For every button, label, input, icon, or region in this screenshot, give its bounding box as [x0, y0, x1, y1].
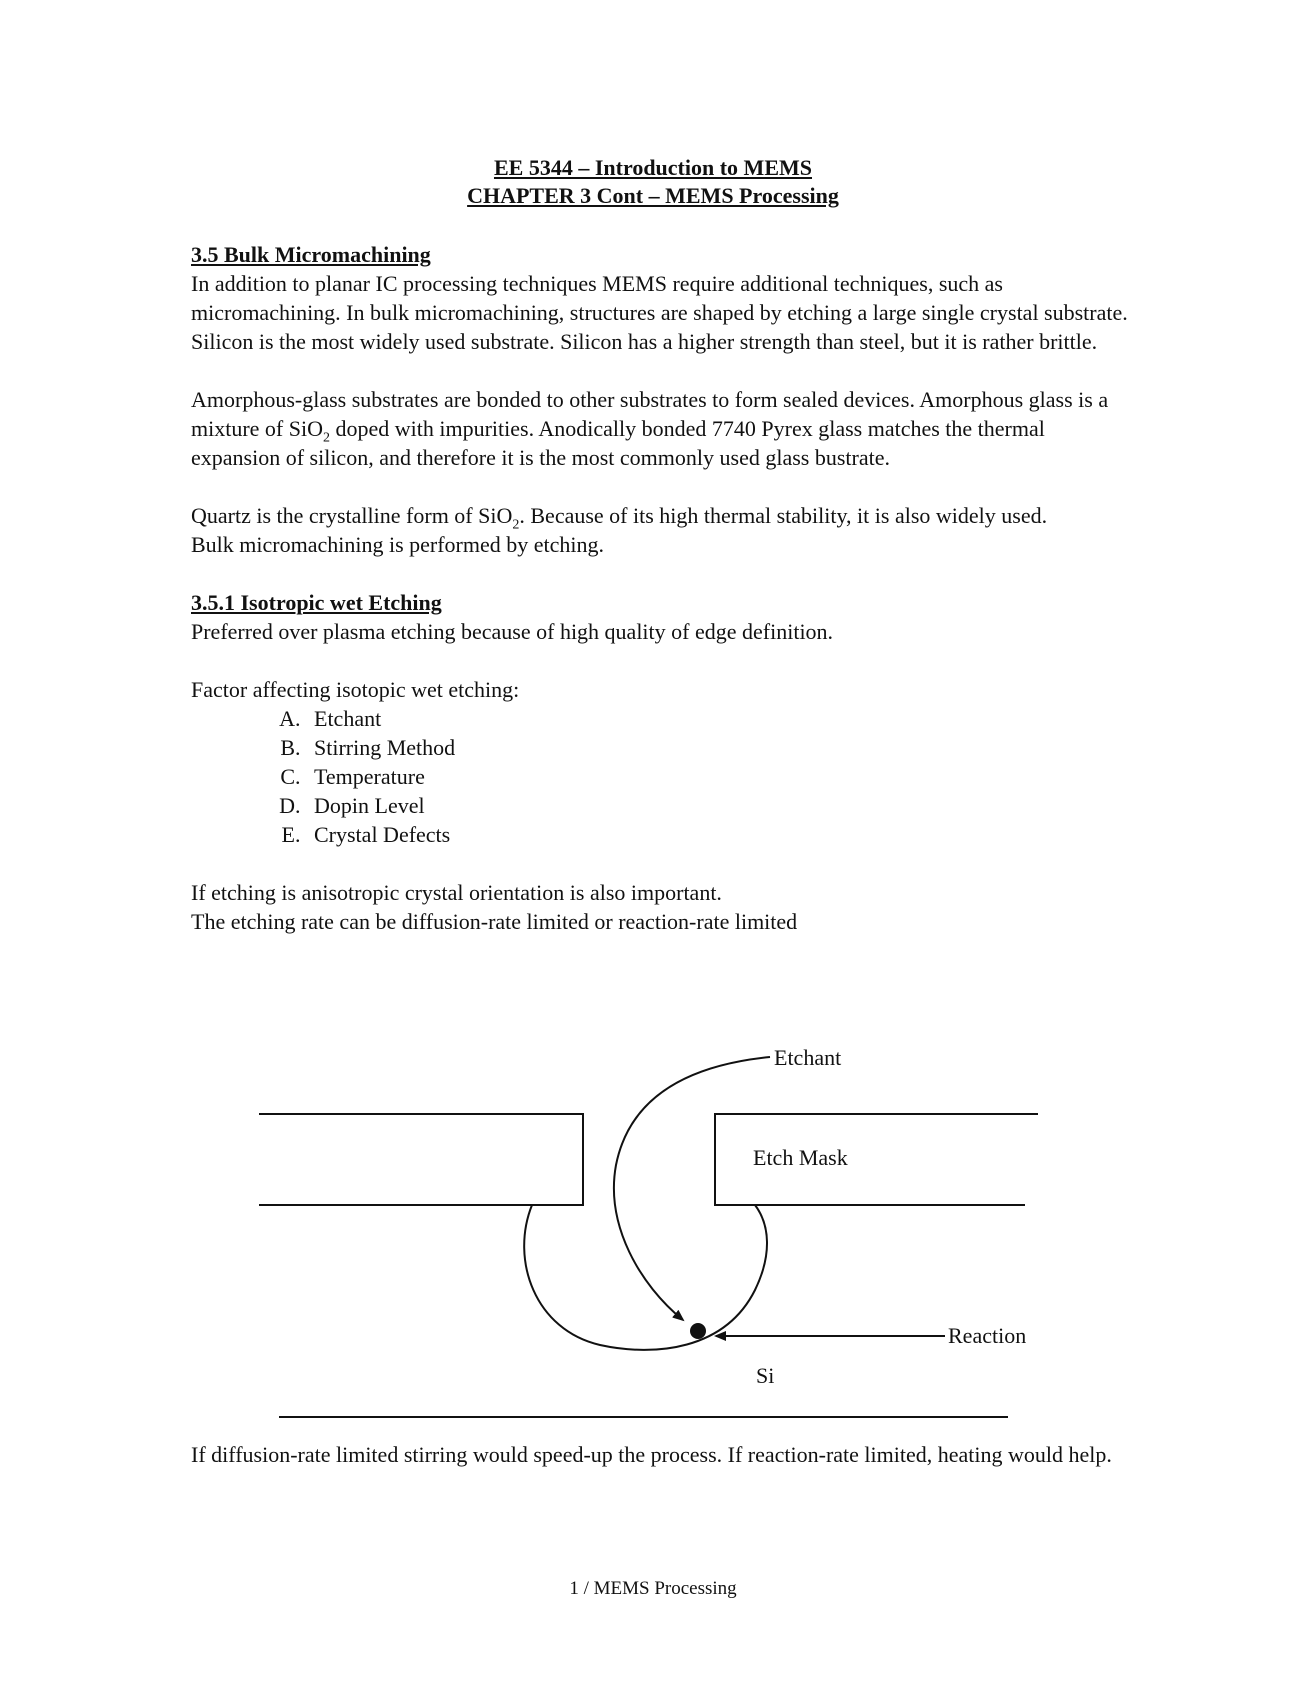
section-heading-3-5-1: 3.5.1 Isotropic wet Etching [191, 590, 442, 615]
section-heading-3-5: 3.5 Bulk Micromachining [191, 242, 431, 267]
paragraph-anisotropic: If etching is anisotropic crystal orientation is also important. [191, 880, 722, 905]
paragraph-etching-note: Bulk micromachining is performed by etching. [191, 532, 605, 557]
reaction-site-dot [690, 1323, 706, 1339]
page-footer: 1 / MEMS Processing [569, 1578, 737, 1599]
factors-intro: Factor affecting isotopic wet etching: [191, 677, 520, 702]
main-content [191, 240, 1131, 936]
list-item: C. Temperature [306, 762, 1131, 791]
label-si: Si [756, 1363, 775, 1388]
paragraph-preferred: Preferred over plasma etching because of high quality of edge definition. [191, 619, 834, 644]
subscript-2: 2 [323, 430, 330, 446]
etchant-arrow [614, 1057, 770, 1320]
conclusion-paragraph: If diffusion-rate limited stirring would speed-up the process. If reaction-rate limited, heating would help. [191, 1442, 1112, 1467]
course-title: EE 5344 – Introduction to MEMS [493, 155, 812, 180]
list-item: D. Dopin Level [306, 791, 1131, 820]
paragraph-quartz [191, 501, 1131, 533]
label-etch-mask: Etch Mask [753, 1145, 848, 1170]
list-item: E. Crystal Defects [306, 820, 1131, 849]
etch-profile-curve [524, 1205, 767, 1350]
paragraph-glass-text-a: Amorphous-glass substrates are bonded to other substrates to form sealed devices. Amorphous glass is a mixture of SiO [191, 387, 1109, 441]
factors-list [191, 704, 1131, 849]
paragraph-quartz-text-b: . Because of its high thermal stability, it is also widely used. [519, 503, 1048, 528]
document-title [0, 154, 1306, 210]
etching-diagram [0, 1045, 1306, 1445]
list-item: A. Etchant [306, 704, 1131, 733]
etching-diagram-svg [0, 1045, 1306, 1445]
paragraph-bulk-intro: In addition to planar IC processing techniques MEMS require additional techniques, such as micromachining. In bulk micromachining, structures are shaped by etching a large single crystal substrate. Silicon is the most widely used substrate. Silicon has a higher strength than steel, but it is rather brittle. [191, 271, 1128, 354]
list-item: B. Stirring Method [306, 733, 1131, 762]
paragraph-glass-text-b: doped with impurities. Anodically bonded 7740 Pyrex glass matches the thermal expansion of silicon, and therefore it is the most commonly used glass bustrate. [191, 416, 1045, 470]
left-mask-outline [259, 1114, 583, 1205]
label-etchant: Etchant [774, 1045, 842, 1070]
paragraph-glass [191, 385, 1131, 472]
subscript-2: 2 [512, 517, 520, 533]
paragraph-quartz-text-a: Quartz is the crystalline form of SiO [191, 503, 513, 528]
label-reaction: Reaction [948, 1323, 1027, 1348]
paragraph-rate-limited: The etching rate can be diffusion-rate limited or reaction-rate limited [191, 909, 798, 934]
chapter-title: CHAPTER 3 Cont – MEMS Processing [467, 183, 839, 208]
